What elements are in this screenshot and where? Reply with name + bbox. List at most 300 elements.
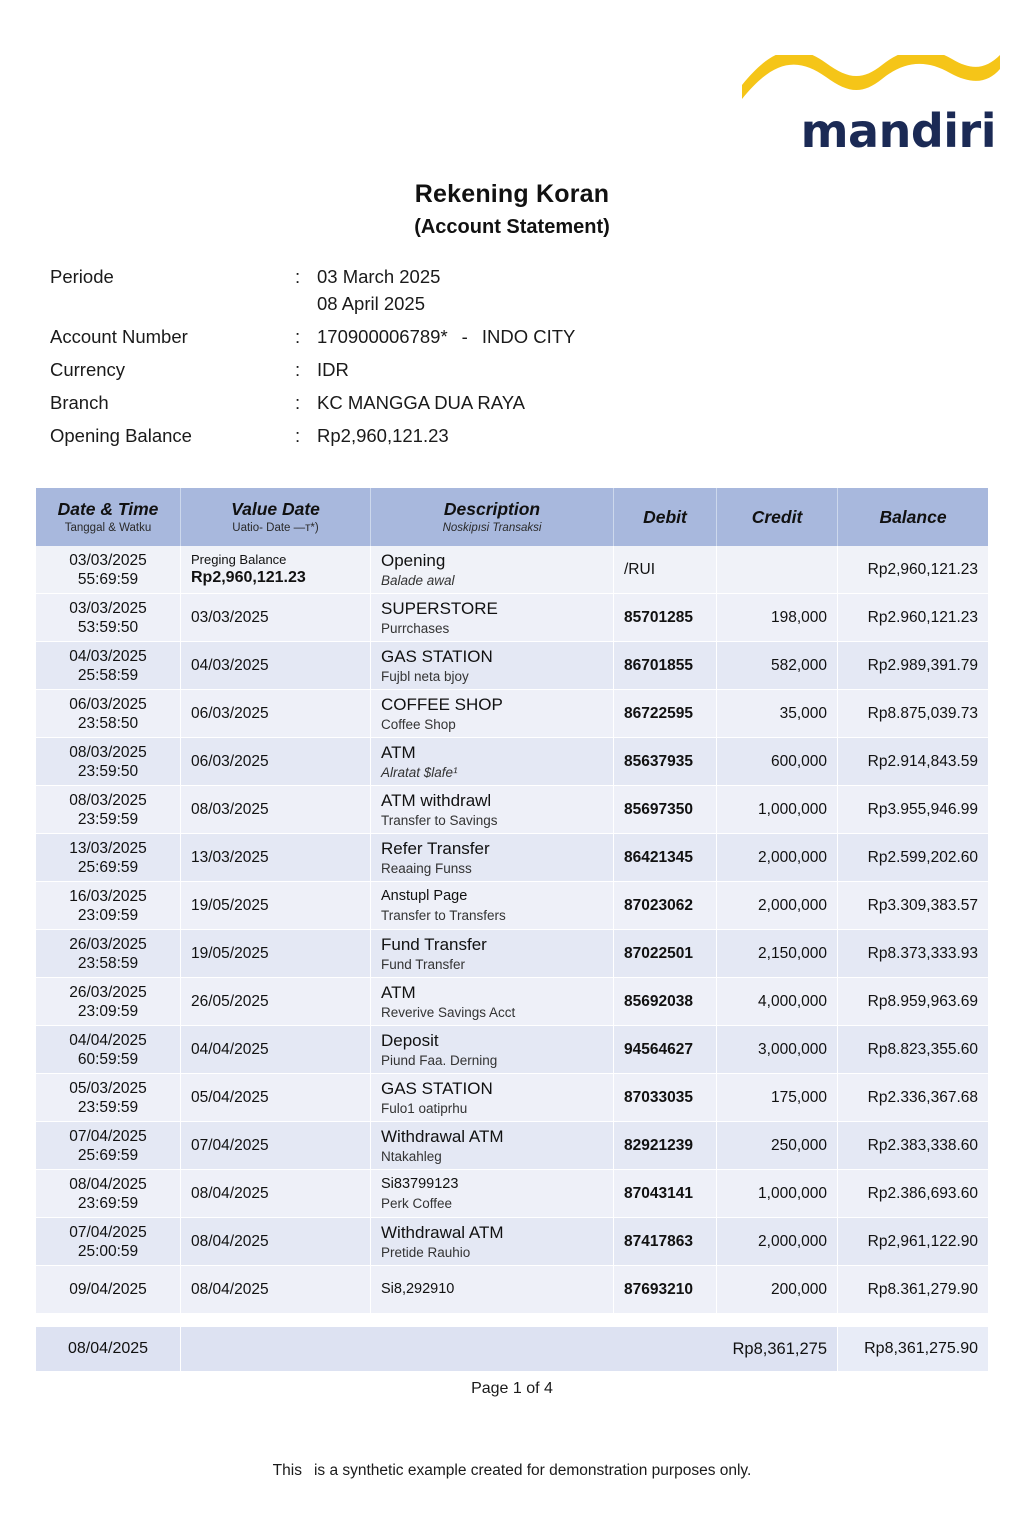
page-number: Page 1 of 4	[471, 1380, 553, 1397]
transaction-date: 16/03/2025	[69, 887, 147, 905]
cell-value-date	[181, 1122, 371, 1170]
credit-value: 175,000	[770, 1088, 827, 1106]
value-date-label: Preging Balance	[191, 552, 287, 567]
cell-value-date	[181, 786, 371, 834]
cell-debit	[614, 882, 717, 930]
credit-value: 2,000,000	[758, 896, 827, 914]
transaction-time: 23:59:59	[77, 810, 139, 828]
meta-colon: :	[295, 359, 301, 380]
value-date: 19/05/2025	[191, 897, 269, 914]
cell-balance	[838, 1026, 988, 1074]
cell-credit	[717, 834, 838, 882]
transaction-description-sub: Pretide Rauhio	[381, 1244, 471, 1260]
credit-value: 35,000	[779, 704, 827, 722]
cell-value-date	[181, 978, 371, 1026]
column-header-label: Balance	[879, 506, 947, 527]
meta-value-account-number	[317, 326, 750, 348]
cell-credit	[717, 1266, 838, 1314]
balance-value: Rp2.599,202.60	[867, 848, 978, 866]
transaction-time: 25:00:59	[77, 1242, 139, 1260]
cell-date-time	[36, 594, 181, 642]
cell-balance	[838, 786, 988, 834]
transaction-description-sub: Purrchases	[381, 620, 450, 636]
cell-description	[371, 546, 614, 594]
credit-value: 582,000	[770, 656, 827, 674]
cell-value-date	[181, 738, 371, 786]
transaction-date: 06/03/2025	[69, 695, 147, 713]
cell-credit	[717, 594, 838, 642]
cell-value-date	[181, 1218, 371, 1266]
cell-description	[371, 978, 614, 1026]
transaction-date: 13/03/2025	[69, 839, 147, 857]
meta-row-branch	[50, 392, 750, 414]
cell-description	[371, 1026, 614, 1074]
cell-credit	[717, 786, 838, 834]
balance-value: Rp8.959,963.69	[867, 992, 978, 1010]
cell-credit	[717, 1218, 838, 1266]
balance-value: Rp8.361,279.90	[867, 1280, 978, 1298]
transaction-date: 03/03/2025	[69, 551, 147, 569]
meta-colon: :	[295, 392, 301, 413]
balance-value: Rp8.875,039.73	[867, 704, 978, 722]
cell-debit	[614, 1074, 717, 1122]
cell-balance	[838, 642, 988, 690]
debit-value: 94564627	[624, 1040, 693, 1058]
table-row	[36, 882, 988, 930]
total-amount-cell	[181, 1327, 838, 1371]
cell-debit	[614, 978, 717, 1026]
disclaimer-part-1: This	[272, 1462, 302, 1479]
cell-balance	[838, 882, 988, 930]
value-date: 13/03/2025	[191, 849, 269, 866]
cell-credit	[717, 882, 838, 930]
total-amount: Rp8,361,275	[732, 1339, 827, 1358]
table-total-section	[36, 1327, 988, 1371]
value-date: 06/03/2025	[191, 705, 269, 722]
cell-credit	[717, 930, 838, 978]
table-row	[36, 1218, 988, 1266]
column-header-sublabel: Uatio- Date —⁠⁠ᴛ⁠*)	[232, 521, 319, 534]
cell-value-date	[181, 882, 371, 930]
cell-description	[371, 930, 614, 978]
cell-credit	[717, 978, 838, 1026]
transaction-time: 23:09:59	[77, 1002, 139, 1020]
table-row	[36, 834, 988, 882]
transaction-date: 08/03/2025	[69, 743, 147, 761]
value-date: 06/03/2025	[191, 753, 269, 770]
value-date: 08/04/2025	[191, 1281, 269, 1298]
cell-date-time	[36, 738, 181, 786]
transaction-description-sub: Reverive Savings Acct	[381, 1004, 516, 1020]
balance-value: Rp2.914,843.59	[867, 752, 978, 770]
transaction-date: 08/04/2025	[69, 1175, 147, 1193]
cell-balance	[838, 1170, 988, 1218]
cell-date-time	[36, 1026, 181, 1074]
cell-debit	[614, 1218, 717, 1266]
table-row	[36, 1170, 988, 1218]
transaction-time: 23:59:59	[77, 1098, 139, 1116]
transaction-time: 53:59:50	[77, 618, 139, 636]
cell-balance	[838, 1074, 988, 1122]
meta-value-period-start: 03 March 2025	[317, 266, 441, 287]
transaction-description: Withdrawal ATM	[381, 1222, 504, 1242]
cell-date-time	[36, 1218, 181, 1266]
cell-value-date	[181, 834, 371, 882]
mandiri-logo-text: mandiri	[800, 104, 996, 158]
transaction-description: COFFEE SHOP	[381, 694, 503, 714]
column-header-credit	[717, 488, 838, 546]
table-row	[36, 594, 988, 642]
cell-debit	[614, 834, 717, 882]
value-date-amount: Rp2,960,121.23	[191, 569, 306, 586]
cell-date-time	[36, 786, 181, 834]
table-row	[36, 1266, 988, 1314]
table-row	[36, 1074, 988, 1122]
balance-value: Rp3.955,946.99	[867, 800, 978, 818]
value-date: 07/04/2025	[191, 1137, 269, 1154]
credit-value: 200,000	[770, 1280, 827, 1298]
transaction-description-sub: Transfer to Savings	[381, 812, 498, 828]
cell-debit	[614, 690, 717, 738]
cell-balance	[838, 738, 988, 786]
cell-credit	[717, 546, 838, 594]
table-row	[36, 738, 988, 786]
transaction-description: Si8,292910	[381, 1281, 455, 1297]
cell-date-time	[36, 882, 181, 930]
cell-value-date	[181, 1266, 371, 1314]
debit-value: 86722595	[624, 704, 693, 722]
cell-credit	[717, 1026, 838, 1074]
meta-label: Account Number	[50, 326, 188, 347]
cell-debit	[614, 786, 717, 834]
cell-description	[371, 882, 614, 930]
cell-balance	[838, 834, 988, 882]
transaction-time: 25:58:59	[77, 666, 139, 684]
cell-date-time	[36, 1074, 181, 1122]
total-balance-cell	[838, 1327, 988, 1371]
column-header-label: Value Date	[231, 498, 320, 519]
column-header-sublabel: Tanggal & Watku	[64, 521, 152, 534]
transactions-table	[36, 488, 988, 1371]
transaction-description: Opening	[381, 550, 446, 570]
cell-debit	[614, 642, 717, 690]
transaction-description-sub: Perk Coffee	[381, 1195, 453, 1211]
balance-value: Rp8.373,333.93	[867, 944, 978, 962]
transaction-description: ATM	[381, 982, 416, 1002]
balance-value: Rp8.823,355.60	[867, 1040, 978, 1058]
cell-value-date	[181, 1026, 371, 1074]
debit-value: 85692038	[624, 992, 693, 1010]
meta-row-account-number	[50, 326, 750, 348]
table-row	[36, 978, 988, 1026]
value-date: 05/04/2025	[191, 1089, 269, 1106]
column-header-description	[371, 488, 614, 546]
cell-debit	[614, 1266, 717, 1314]
balance-value: Rp2.336,367.68	[867, 1088, 978, 1106]
transaction-time: 60:59:59	[77, 1050, 139, 1068]
cell-credit	[717, 1074, 838, 1122]
table-total-row	[36, 1327, 988, 1371]
cell-description	[371, 1122, 614, 1170]
transaction-description-sub: Ntakahleg	[381, 1148, 442, 1164]
cell-date-time	[36, 1170, 181, 1218]
column-header-sublabel: Noskipısi Transaksi	[442, 521, 542, 534]
page-subtitle: (Account Statement)	[414, 216, 610, 238]
transaction-time: 23:59:50	[77, 762, 139, 780]
column-header-balance	[838, 488, 988, 546]
meta-row-periode	[50, 266, 750, 288]
balance-value: Rp2.383,338.60	[867, 1136, 978, 1154]
cell-value-date	[181, 594, 371, 642]
transaction-description-sub: Fujbl neta bjoy	[381, 668, 469, 684]
value-date: 03/03/2025	[191, 609, 269, 626]
cell-date-time	[36, 1122, 181, 1170]
cell-description	[371, 786, 614, 834]
transaction-time: 23:69:59	[77, 1194, 139, 1212]
cell-balance	[838, 930, 988, 978]
account-branch-city: INDO CITY	[481, 326, 576, 347]
cell-debit	[614, 1122, 717, 1170]
debit-value: 86421345	[624, 848, 693, 866]
meta-value-period-end: 08 April 2025	[317, 293, 426, 314]
balance-value: Rp2.989,391.79	[867, 656, 978, 674]
total-balance: Rp8,361,275.90	[864, 1340, 978, 1357]
meta-value-currency: IDR	[317, 359, 349, 380]
transaction-description: Withdrawal ATM	[381, 1126, 504, 1146]
column-header-label: Date & Time	[57, 498, 159, 519]
meta-row-periode-end	[50, 293, 750, 315]
cell-description	[371, 642, 614, 690]
meta-value-branch: KC MANGGA DUA RAYA	[317, 392, 525, 413]
cell-description	[371, 834, 614, 882]
transaction-time: 23:09:59	[77, 906, 139, 924]
value-date: 26/05/2025	[191, 993, 269, 1010]
disclaimer-part-2: is a synthetic example created for demonstration purposes only.	[313, 1462, 752, 1479]
cell-value-date	[181, 642, 371, 690]
cell-description	[371, 1218, 614, 1266]
cell-balance	[838, 546, 988, 594]
meta-label: Branch	[50, 392, 109, 413]
total-date-cell	[36, 1327, 181, 1371]
total-date: 08/04/2025	[67, 1340, 149, 1357]
transaction-description: ATM	[381, 742, 416, 762]
transaction-description-sub: Piund Faa. Derning	[381, 1052, 498, 1068]
table-header-row	[36, 488, 988, 546]
balance-value: Rp2.960,121.23	[867, 608, 978, 626]
transaction-date: 03/03/2025	[69, 599, 147, 617]
transaction-description-sub: Fulo1 oatiprhu	[381, 1100, 468, 1116]
cell-date-time	[36, 834, 181, 882]
meta-row-opening-balance	[50, 425, 750, 447]
debit-value: 85701285	[624, 608, 693, 626]
debit-value: 85637935	[624, 752, 693, 770]
column-header-label: Description	[443, 498, 541, 519]
transaction-description-sub: Transfer to Transfers	[381, 907, 506, 923]
cell-value-date	[181, 930, 371, 978]
cell-balance	[838, 594, 988, 642]
transaction-date: 09/04/2025	[69, 1281, 147, 1298]
mandiri-wave-icon	[740, 55, 1002, 107]
balance-value: Rp2,960,121.23	[867, 560, 978, 578]
transaction-description-sub: Alratat $lafe¹	[381, 764, 458, 780]
cell-debit	[614, 546, 717, 594]
cell-balance	[838, 1266, 988, 1314]
value-date: 08/04/2025	[191, 1185, 269, 1202]
debit-value: 87033035	[624, 1088, 693, 1106]
transaction-date: 04/03/2025	[69, 647, 147, 665]
column-header-debit	[614, 488, 717, 546]
transaction-date: 07/04/2025	[69, 1127, 147, 1145]
table-body	[36, 546, 988, 1314]
value-date: 04/04/2025	[191, 1041, 269, 1058]
cell-value-date	[181, 690, 371, 738]
cell-credit	[717, 690, 838, 738]
cell-debit	[614, 1170, 717, 1218]
cell-description	[371, 738, 614, 786]
cell-value-date	[181, 546, 371, 594]
cell-balance	[838, 690, 988, 738]
meta-colon: :	[295, 266, 301, 287]
transaction-description: Si83799123	[381, 1175, 459, 1192]
credit-value: 1,000,000	[758, 800, 827, 818]
column-header-label: Debit	[643, 506, 687, 527]
table-row	[36, 690, 988, 738]
disclaimer-text	[0, 1462, 1024, 1480]
debit-value: 87417863	[624, 1232, 693, 1250]
cell-description	[371, 1170, 614, 1218]
meta-label: Currency	[50, 359, 126, 380]
value-date: 08/03/2025	[191, 801, 269, 818]
meta-row-currency	[50, 359, 750, 381]
value-date: 04/03/2025	[191, 657, 269, 674]
cell-description	[371, 1266, 614, 1314]
credit-value: 250,000	[770, 1136, 827, 1154]
meta-colon: :	[295, 326, 301, 347]
debit-value: 87693210	[624, 1280, 693, 1298]
cell-value-date	[181, 1170, 371, 1218]
meta-value-opening-balance: Rp2,960,121.23	[317, 425, 449, 446]
column-header-value-date	[181, 488, 371, 546]
debit-value: 87023062	[624, 896, 693, 914]
transaction-time: 55:69:59	[77, 570, 139, 588]
credit-value: 4,000,000	[758, 992, 827, 1010]
cell-date-time	[36, 642, 181, 690]
debit-value: 85697350	[624, 800, 693, 818]
transaction-description: Refer Transfer	[381, 838, 490, 858]
credit-value: 3,000,000	[758, 1040, 827, 1058]
debit-value: 86701855	[624, 656, 693, 674]
cell-date-time	[36, 546, 181, 594]
transaction-description-sub: Balade awal	[381, 572, 455, 588]
transaction-description: SUPERSTORE	[381, 598, 498, 618]
account-number-dash: -	[461, 326, 468, 347]
table-row	[36, 1122, 988, 1170]
document-titles	[0, 180, 1024, 239]
transaction-description-sub: Fund Transfer	[381, 956, 466, 972]
cell-balance	[838, 1122, 988, 1170]
transaction-description: Fund Transfer	[381, 934, 487, 954]
credit-value: 2,000,000	[758, 848, 827, 866]
cell-date-time	[36, 978, 181, 1026]
cell-balance	[838, 1218, 988, 1266]
cell-value-date	[181, 1074, 371, 1122]
meta-label: Opening Balance	[50, 425, 192, 446]
debit-value: /RUI	[624, 560, 655, 578]
transaction-date: 07/04/2025	[69, 1223, 147, 1241]
cell-date-time	[36, 1266, 181, 1314]
balance-value: Rp2.386,693.60	[867, 1184, 978, 1202]
cell-date-time	[36, 690, 181, 738]
transaction-date: 26/03/2025	[69, 935, 147, 953]
credit-value: 1,000,000	[758, 1184, 827, 1202]
table-row	[36, 546, 988, 594]
table-row	[36, 930, 988, 978]
value-date: 08/04/2025	[191, 1233, 269, 1250]
transaction-time: 25:69:59	[77, 1146, 139, 1164]
transaction-description-sub: Coffee Shop	[381, 716, 456, 732]
page-title: Rekening Koran	[414, 180, 610, 208]
credit-value: 198,000	[770, 608, 827, 626]
credit-value: 2,000,000	[758, 1232, 827, 1250]
cell-description	[371, 594, 614, 642]
cell-debit	[614, 1026, 717, 1074]
cell-debit	[614, 738, 717, 786]
cell-credit	[717, 642, 838, 690]
transaction-description: GAS STATION	[381, 1078, 493, 1098]
transaction-time: 23:58:50	[77, 714, 139, 732]
table-header	[36, 488, 988, 546]
transaction-date: 08/03/2025	[69, 791, 147, 809]
value-date: 19/05/2025	[191, 945, 269, 962]
credit-value: 2,150,000	[758, 944, 827, 962]
debit-value: 82921239	[624, 1136, 693, 1154]
column-header-label: Credit	[751, 506, 803, 527]
transaction-description: ATM withdrawl	[381, 790, 492, 810]
meta-colon: :	[295, 425, 301, 446]
table-row	[36, 786, 988, 834]
account-meta	[50, 266, 750, 458]
transaction-date: 04/04/2025	[69, 1031, 147, 1049]
debit-value: 87043141	[624, 1184, 693, 1202]
transaction-description: Deposit	[381, 1030, 439, 1050]
cell-debit	[614, 930, 717, 978]
transaction-description: GAS STATION	[381, 646, 493, 666]
transaction-time: 23:58:59	[77, 954, 139, 972]
table-row	[36, 1026, 988, 1074]
cell-credit	[717, 1170, 838, 1218]
balance-value: Rp3.309,383.57	[867, 896, 978, 914]
table-row	[36, 642, 988, 690]
mandiri-logo	[740, 55, 1002, 158]
debit-value: 87022501	[624, 944, 693, 962]
cell-balance	[838, 978, 988, 1026]
transaction-date: 05/03/2025	[69, 1079, 147, 1097]
cell-credit	[717, 738, 838, 786]
meta-label: Periode	[50, 266, 114, 287]
cell-debit	[614, 594, 717, 642]
balance-value: Rp2,961,122.90	[867, 1232, 978, 1250]
cell-description	[371, 690, 614, 738]
transaction-date: 26/03/2025	[69, 983, 147, 1001]
credit-value: 600,000	[770, 752, 827, 770]
column-header-date-time	[36, 488, 181, 546]
transaction-description-sub: Reaaing Funss	[381, 860, 472, 876]
transaction-description: Anstupl Page	[381, 887, 468, 904]
cell-date-time	[36, 930, 181, 978]
cell-description	[371, 1074, 614, 1122]
transaction-time: 25:69:59	[77, 858, 139, 876]
cell-credit	[717, 1122, 838, 1170]
